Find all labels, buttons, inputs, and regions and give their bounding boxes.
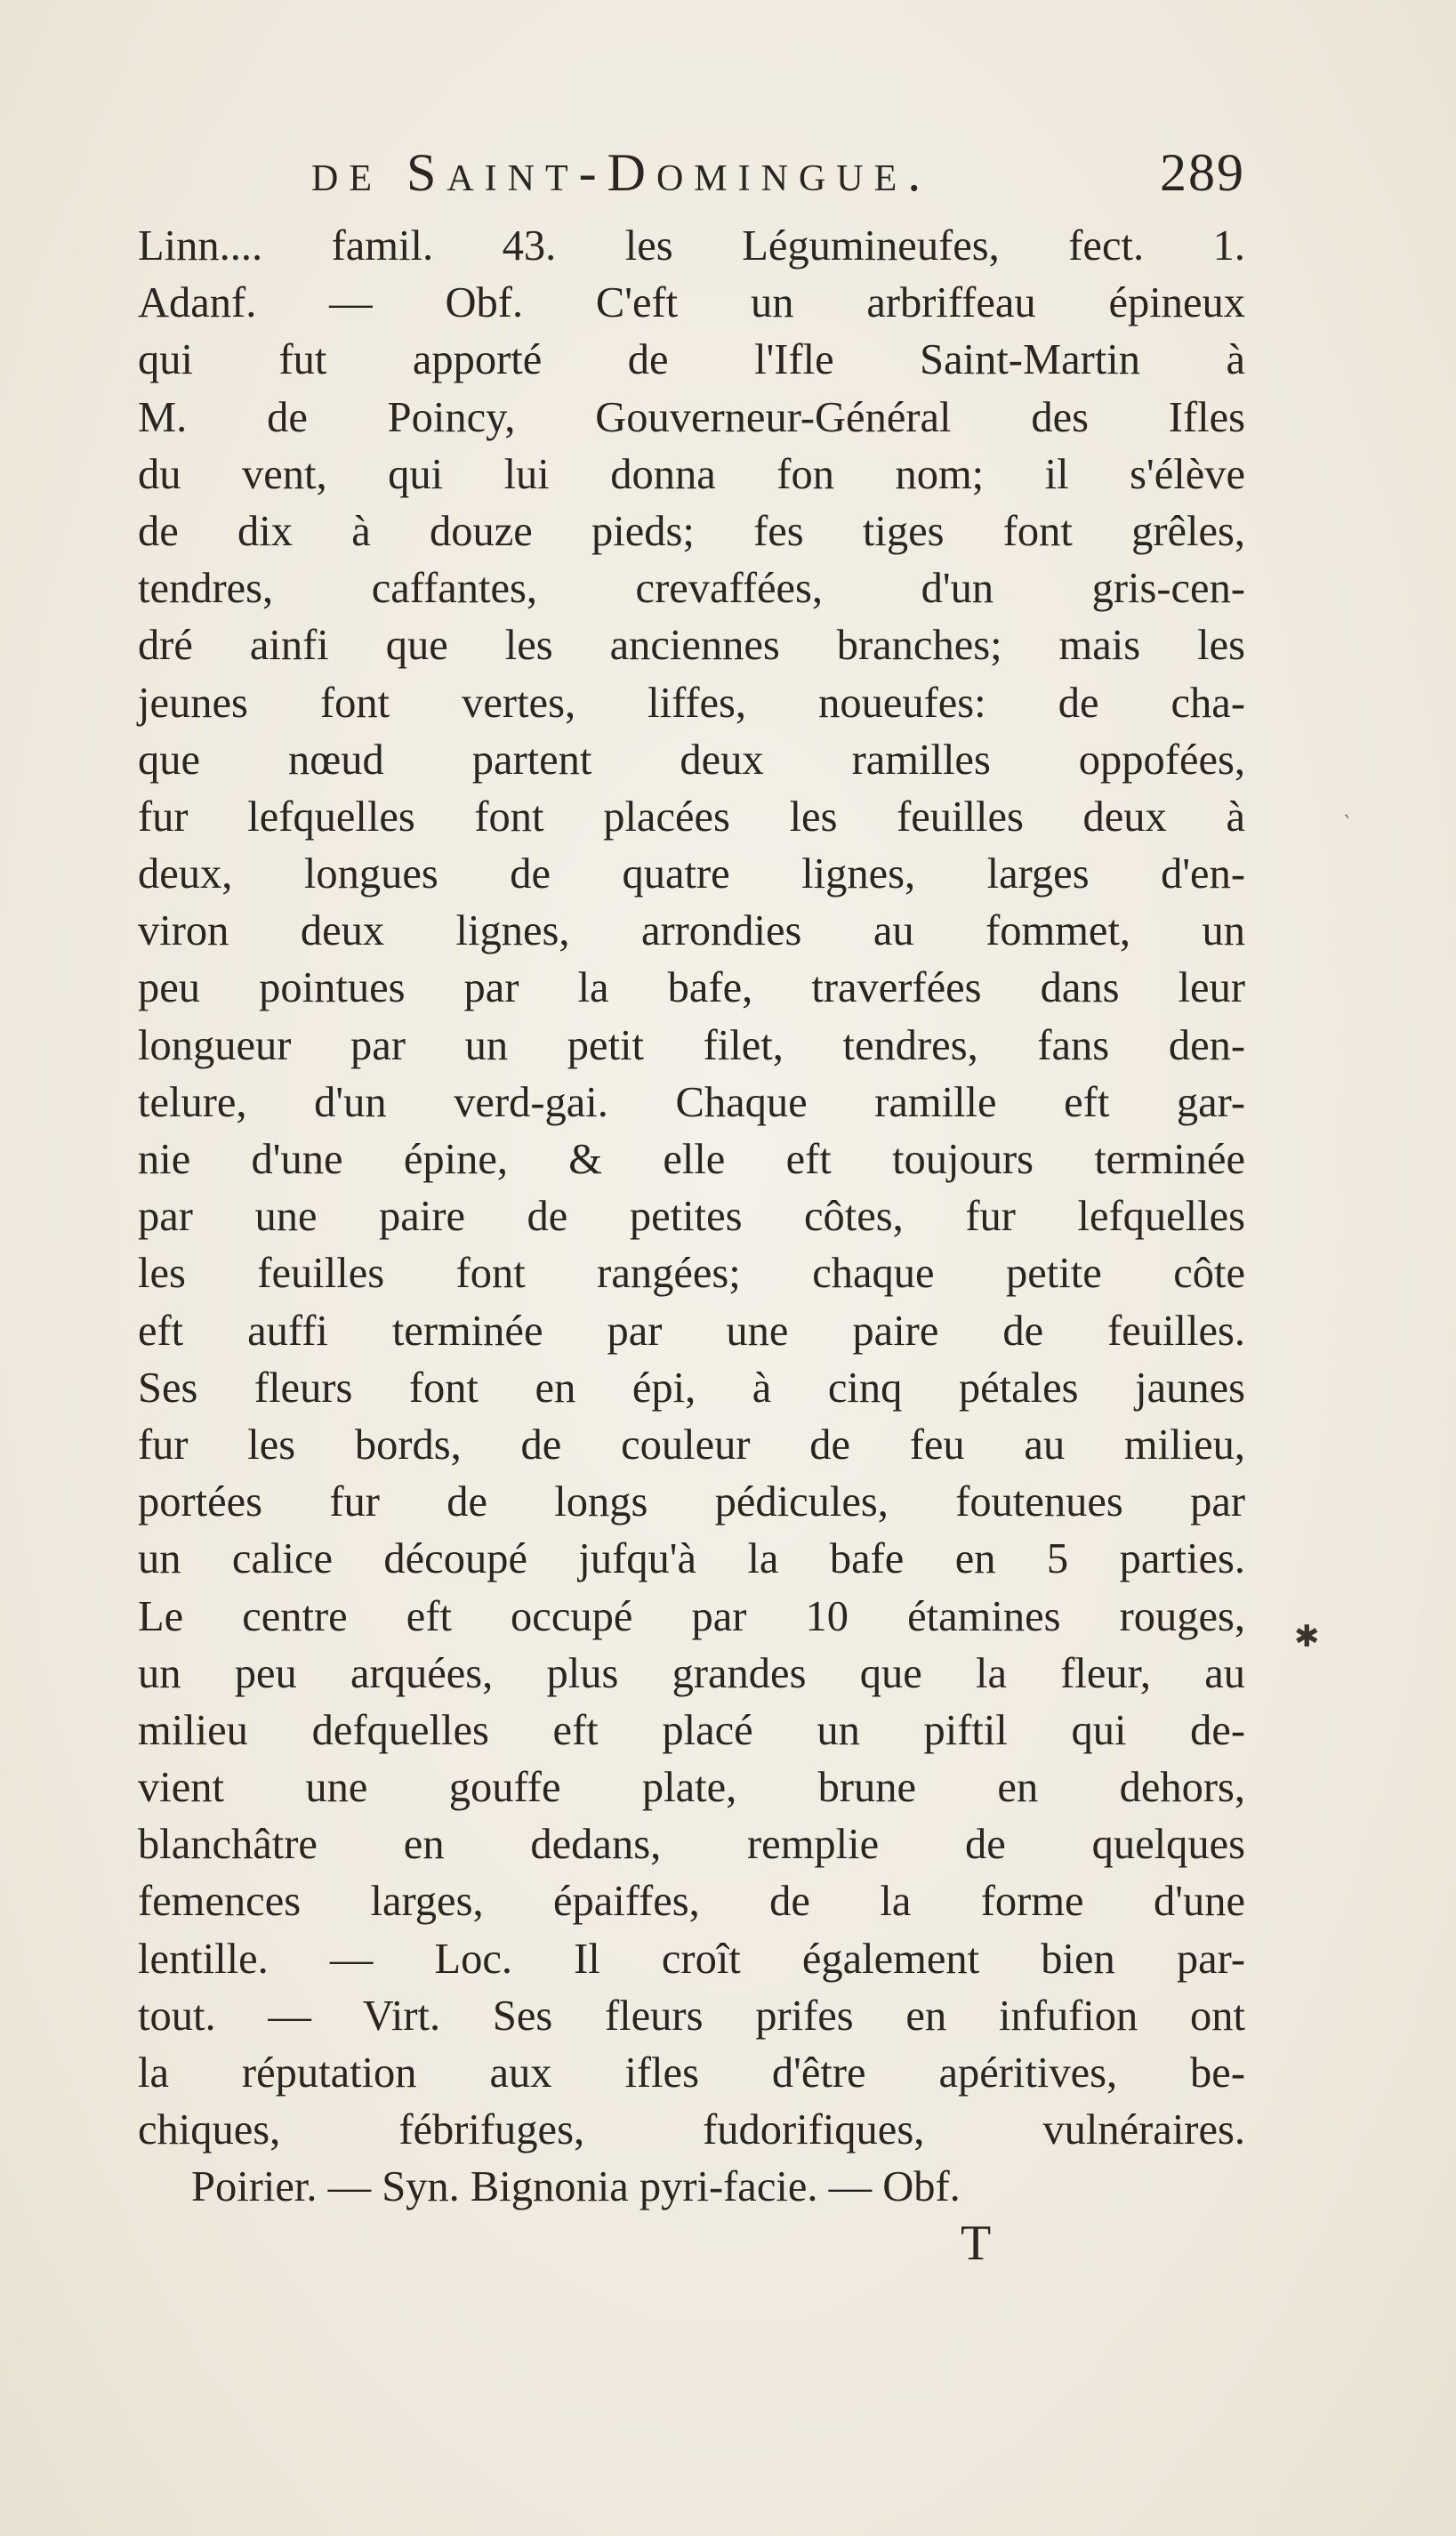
- text-line: longueur par un petit filet, tendres, fans den-: [138, 1021, 1245, 1069]
- text-line: milieu defquelles eft placé un piftil qui de-: [138, 1706, 1245, 1754]
- page-number: 289: [1160, 143, 1245, 202]
- signature-mark: T: [961, 2216, 992, 2271]
- text-line: Le centre eft occupé par 10 étamines rouges,: [138, 1592, 1245, 1640]
- body-text: [138, 218, 1245, 2217]
- margin-asterisk-mark: ✱: [1294, 1619, 1320, 1654]
- text-line: chiques, fébrifuges, fudorifiques, vulnéraires.: [138, 2106, 1245, 2154]
- text-line: du vent, qui lui donna fon nom; il s'élève: [138, 450, 1245, 498]
- text-line: peu pointues par la bafe, traverfées dans leur: [138, 964, 1245, 1012]
- text-line: que nœud partent deux ramilles oppofées,: [138, 736, 1245, 784]
- text-line: portées fur de longs pédicules, foutenues par: [138, 1478, 1245, 1526]
- text-line: fur les bords, de couleur de feu au milieu,: [138, 1421, 1245, 1469]
- text-line: Poirier. — Syn. Bignonia pyri-facie. — Obf.: [191, 2163, 961, 2211]
- running-title: de Saint-Domingue.: [311, 143, 932, 202]
- text-line: tout. — Virt. Ses fleurs prifes en infufion ont: [138, 1992, 1245, 2040]
- running-head: [311, 142, 1245, 213]
- text-line: blanchâtre en dedans, remplie de quelques: [138, 1821, 1245, 1869]
- text-line: fur lefquelles font placées les feuilles deux à: [138, 793, 1245, 841]
- text-line: deux, longues de quatre lignes, larges d'en-: [138, 850, 1245, 898]
- text-line: nie d'une épine, & elle eft toujours terminée: [138, 1136, 1245, 1183]
- text-line: Linn.... famil. 43. les Légumineufes, fect. 1.: [138, 222, 1245, 270]
- text-line: les feuilles font rangées; chaque petite côte: [138, 1250, 1245, 1298]
- text-line: de dix à douze pieds; fes tiges font grêles,: [138, 507, 1245, 555]
- text-line: lentille. — Loc. Il croît également bien par-: [138, 1935, 1245, 1983]
- text-line: un peu arquées, plus grandes que la fleur, au: [138, 1649, 1245, 1697]
- text-line: vient une gouffe plate, brune en dehors,: [138, 1764, 1245, 1812]
- text-line: tendres, caffantes, crevaffées, d'un gris-cen-: [138, 565, 1245, 613]
- text-line: la réputation aux ifles d'être apéritives, be-: [138, 2049, 1245, 2097]
- text-line: viron deux lignes, arrondies au fommet, un: [138, 907, 1245, 955]
- text-line: un calice découpé jufqu'à la bafe en 5 parties.: [138, 1535, 1245, 1583]
- text-line: qui fut apporté de l'Ifle Saint-Martin à: [138, 336, 1245, 384]
- text-line: eft auffi terminée par une paire de feuilles.: [138, 1307, 1245, 1355]
- text-line: femences larges, épaiffes, de la forme d'une: [138, 1878, 1245, 1926]
- text-line: M. de Poincy, Gouverneur-Général des Ifles: [138, 393, 1245, 441]
- text-line: dré ainfi que les anciennes branches; mais les: [138, 622, 1245, 670]
- text-line: jeunes font vertes, liffes, noueufes: de cha-: [138, 679, 1245, 727]
- text-line: par une paire de petites côtes, fur lefquelles: [138, 1193, 1245, 1241]
- text-line: telure, d'un verd-gai. Chaque ramille eft gar-: [138, 1078, 1245, 1126]
- text-line: Adanf. — Obf. C'eft un arbriffeau épineux: [138, 279, 1245, 327]
- margin-tick-mark: ˋ: [1343, 814, 1353, 836]
- text-line: Ses fleurs font en épi, à cinq pétales jaunes: [138, 1364, 1245, 1412]
